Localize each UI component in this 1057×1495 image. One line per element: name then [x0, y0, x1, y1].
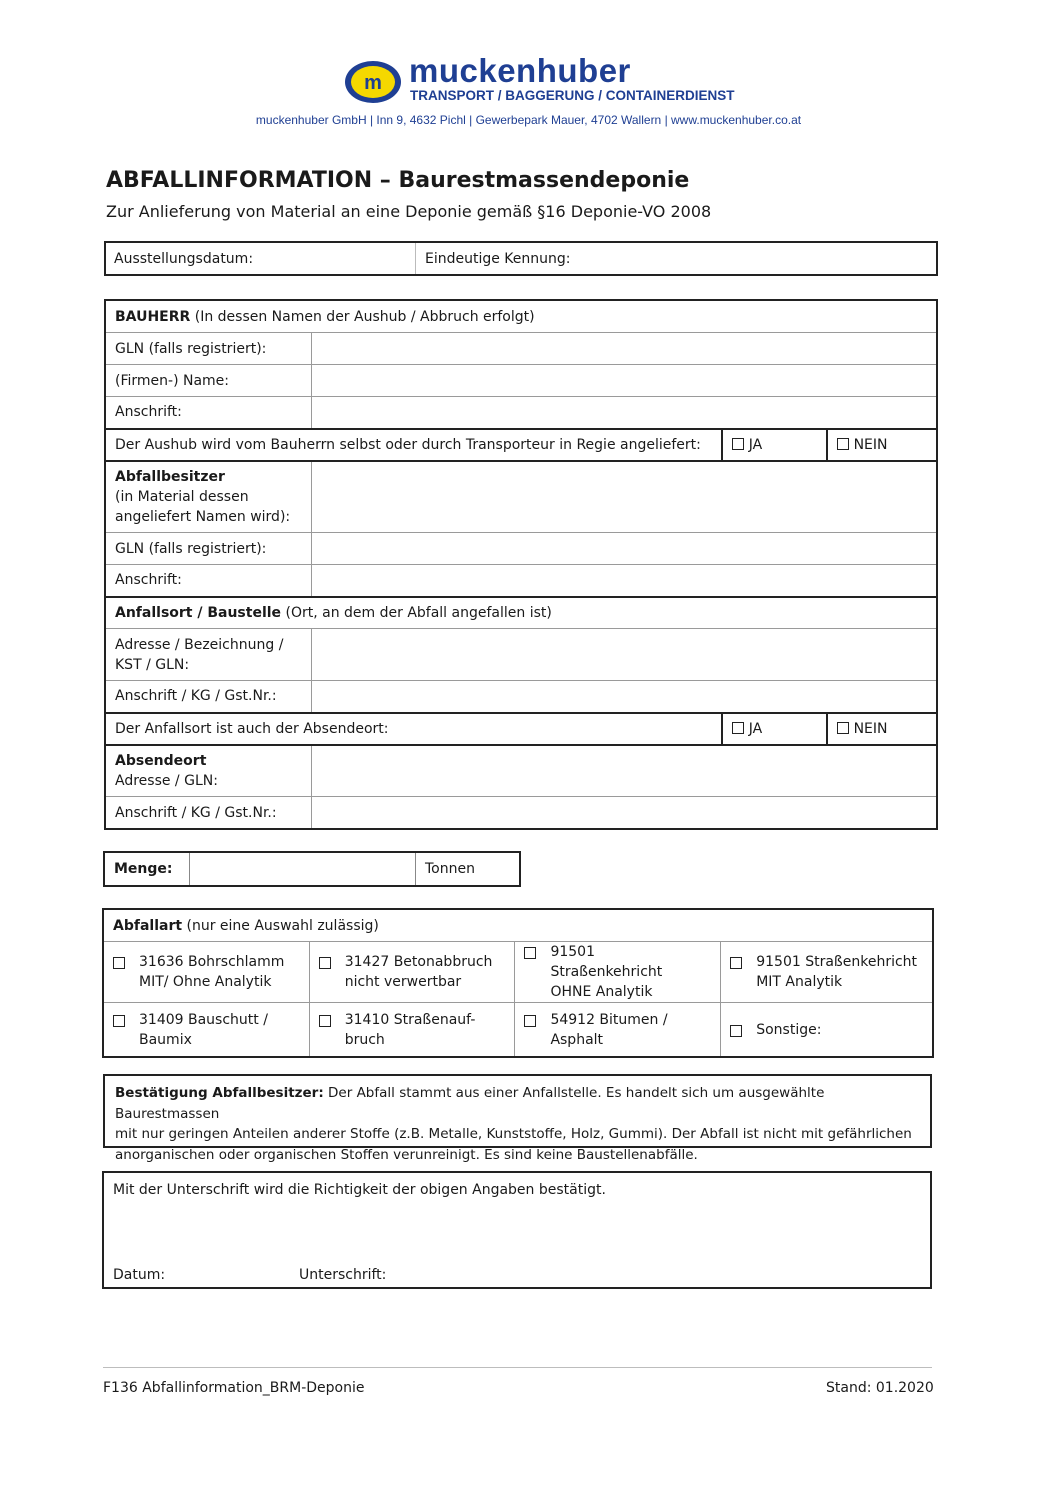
confirmation-text-2: mit nur geringen Anteilen anderer Stoffe (z.B. Metalle, Kunststoffe, Holz, Gummi). Der Abfall ist nicht mit gefährlichen [115, 1126, 912, 1142]
waste-option[interactable] [515, 1003, 721, 1057]
anfallsort-title: Anfallsort / Baustelle [115, 604, 282, 621]
anfallsort-address-input[interactable] [311, 629, 936, 681]
abfallbesitzer-address-input[interactable] [311, 565, 936, 597]
waste-option-sublabel: MIT Analytik [756, 974, 843, 990]
same-origin-yes-label: JA [748, 720, 763, 737]
same-origin-no-label: NEIN [853, 720, 888, 737]
delivery-yes-checkbox[interactable] [732, 438, 744, 450]
delivery-yes-option[interactable] [722, 429, 827, 461]
absendeort-label [106, 745, 312, 797]
waste-option-label: Sonstige: [756, 1021, 822, 1038]
quantity-label: Menge: [105, 853, 190, 886]
confirmation-text-1: Der Abfall stammt aus einer Anfallstelle. Es handelt sich um ausgewählte Baurestmassen [115, 1085, 825, 1122]
waste-type-note: (nur eine Auswahl zulässig) [182, 917, 379, 934]
waste-option-checkbox[interactable] [730, 1025, 742, 1037]
waste-type-table [103, 909, 933, 1057]
anfallsort-street-label: Anschrift / KG / Gst.Nr.: [106, 681, 312, 713]
same-origin-question: Der Anfallsort ist auch der Absendeort: [106, 713, 722, 745]
bauherr-address-input[interactable] [311, 397, 936, 429]
absendeort-street-input[interactable] [311, 797, 936, 829]
waste-option-other[interactable] [721, 1003, 933, 1057]
absendeort-address-label: Adresse / GLN: [115, 772, 218, 789]
svg-text:m: m [364, 72, 382, 94]
waste-option[interactable] [104, 1003, 310, 1057]
bauherr-title: BAUHERR [115, 308, 191, 325]
waste-option[interactable] [721, 942, 933, 1003]
waste-option-checkbox[interactable] [319, 957, 331, 969]
waste-option-checkbox[interactable] [730, 957, 742, 969]
waste-option-sublabel: OHNE Analytik [550, 984, 653, 1000]
unique-id-field[interactable] [416, 242, 938, 275]
confirmation-text-3: anorganischen oder organischen Stoffen verunreinigt. Es sind keine Baustellenabfälle. [115, 1146, 698, 1163]
same-origin-yes-option[interactable] [722, 713, 827, 745]
page-title: ABFALLINFORMATION – Baurestmassendeponie [106, 168, 690, 193]
waste-option[interactable] [515, 942, 721, 1003]
abfallbesitzer-gln-label: GLN (falls registriert): [106, 533, 312, 565]
issue-date-field[interactable] [105, 242, 416, 275]
issue-info-table [105, 242, 937, 275]
bauherr-note: (In dessen Namen der Aushub / Abbruch erfolgt) [190, 308, 535, 325]
bauherr-name-input[interactable] [311, 365, 936, 397]
confirmation-title: Bestätigung Abfallbesitzer: [115, 1085, 324, 1101]
anfallsort-section-header [106, 597, 937, 629]
abfallbesitzer-title: Abfallbesitzer [115, 468, 225, 485]
bauherr-section-header [106, 301, 937, 333]
absendeort-address-input[interactable] [311, 745, 936, 797]
bauherr-address-label: Anschrift: [106, 397, 312, 429]
abfallbesitzer-label [106, 461, 312, 533]
abfallbesitzer-gln-input[interactable] [311, 533, 936, 565]
waste-option-sublabel: nicht verwertbar [344, 974, 462, 990]
bauherr-gln-input[interactable] [311, 333, 936, 365]
anfallsort-address-label [106, 629, 312, 681]
abfallbesitzer-input[interactable] [311, 461, 936, 533]
company-logo-mark [344, 60, 402, 104]
signature-date-label[interactable]: Datum: [113, 1267, 166, 1283]
waste-option-label: 54912 Bitumen / [550, 1011, 668, 1028]
waste-option-label: 91501 Straßenkehricht [550, 944, 663, 980]
waste-option[interactable] [309, 1003, 515, 1057]
company-tagline: TRANSPORT / BAGGERUNG / CONTAINERDIENST [410, 88, 735, 103]
waste-option-checkbox[interactable] [319, 1015, 331, 1027]
abfallbesitzer-address-label: Anschrift: [106, 565, 312, 597]
party-info-table [105, 300, 937, 829]
waste-option-label: 31427 Betonabbruch [344, 954, 493, 970]
company-logo-text: muckenhuber [409, 52, 631, 89]
delivery-yes-label: JA [748, 436, 763, 453]
waste-option-checkbox[interactable] [524, 1015, 536, 1027]
bauherr-name-label: (Firmen-) Name: [106, 365, 312, 397]
form-version: Stand: 01.2020 [826, 1380, 934, 1396]
waste-option-sublabel: Baumix [139, 1031, 192, 1048]
waste-option-sublabel: bruch [344, 1031, 385, 1048]
issue-date-label: Ausstellungsdatum: [114, 250, 254, 267]
waste-option[interactable] [104, 942, 310, 1003]
form-id: F136 Abfallinformation_BRM-Deponie [103, 1380, 365, 1396]
delivery-no-label: NEIN [853, 436, 888, 453]
waste-option-checkbox[interactable] [113, 957, 125, 969]
company-address-line: muckenhuber GmbH | Inn 9, 4632 Pichl | Gewerbepark Mauer, 4702 Wallern | www.muckenhuber.co.at [255, 113, 802, 127]
delivery-no-checkbox[interactable] [837, 438, 849, 450]
confirmation-box [103, 1074, 932, 1163]
anfallsort-address-label-1: Adresse / Bezeichnung / [115, 636, 284, 653]
waste-option-label: 31409 Bauschutt / [139, 1011, 268, 1028]
anfallsort-address-label-2: KST / GLN: [115, 656, 190, 673]
delivery-question: Der Aushub wird vom Bauherrn selbst oder durch Transporteur in Regie angeliefert: [106, 429, 722, 461]
anfallsort-note: (Ort, an dem der Abfall angefallen ist) [281, 604, 552, 621]
waste-option-checkbox[interactable] [113, 1015, 125, 1027]
footer-divider [103, 1367, 932, 1368]
abfallbesitzer-note-1: (in Material dessen [115, 488, 249, 505]
waste-option-label: 91501 Straßenkehricht [756, 954, 918, 970]
waste-option[interactable] [309, 942, 515, 1003]
waste-option-label: 31410 Straßenauf- [344, 1011, 476, 1028]
waste-type-header [104, 910, 933, 942]
quantity-input[interactable] [190, 853, 416, 886]
same-origin-no-checkbox[interactable] [837, 722, 849, 734]
waste-option-checkbox[interactable] [524, 947, 536, 959]
anfallsort-street-input[interactable] [311, 681, 936, 713]
signature-label[interactable]: Unterschrift: [299, 1267, 387, 1283]
signature-statement: Mit der Unterschrift wird die Richtigkeit der obigen Angaben bestätigt. [113, 1182, 606, 1198]
absendeort-street-label: Anschrift / KG / Gst.Nr.: [106, 797, 312, 829]
signature-box [102, 1171, 932, 1289]
page-subtitle: Zur Anlieferung von Material an eine Deponie gemäß §16 Deponie-VO 2008 [106, 202, 712, 221]
same-origin-yes-checkbox[interactable] [732, 722, 744, 734]
waste-type-title: Abfallart [113, 917, 183, 934]
delivery-no-option[interactable] [827, 429, 937, 461]
waste-option-sublabel: Asphalt [550, 1031, 604, 1048]
same-origin-no-option[interactable] [827, 713, 937, 745]
bauherr-gln-label: GLN (falls registriert): [106, 333, 312, 365]
absendeort-title: Absendeort [115, 752, 207, 769]
unique-id-label: Eindeutige Kennung: [425, 250, 571, 267]
waste-option-label: 31636 Bohrschlamm [139, 954, 285, 970]
waste-option-sublabel: MIT/ Ohne Analytik [139, 974, 272, 990]
abfallbesitzer-note-2: angeliefert Namen wird): [115, 508, 291, 525]
quantity-unit: Tonnen [416, 853, 520, 886]
quantity-table [104, 852, 520, 886]
